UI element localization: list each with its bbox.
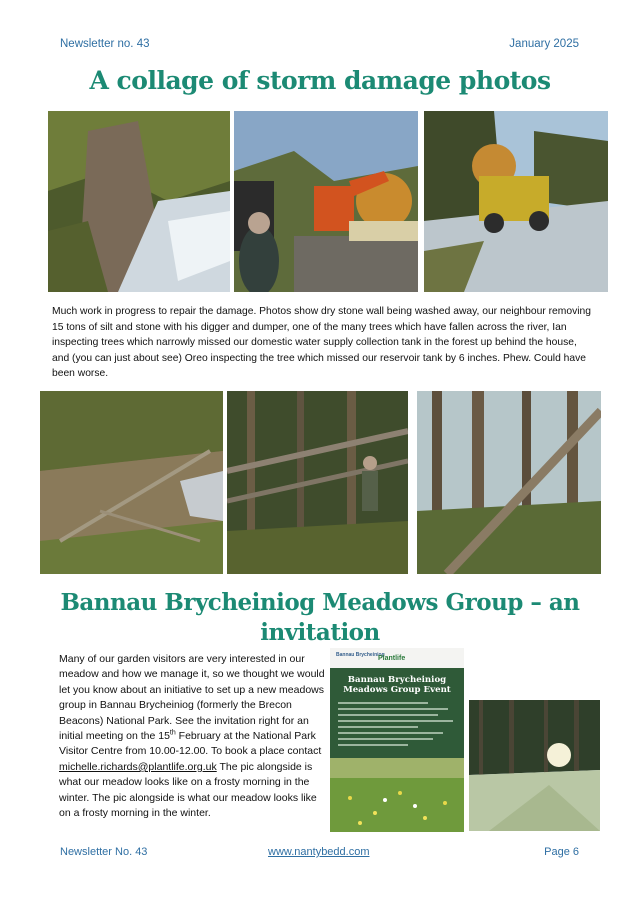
footer-website-link[interactable]: www.nantybedd.com (268, 846, 370, 858)
poster-small-text (338, 702, 458, 750)
poster-title: Bannau Brycheiniog Meadows Group Event (343, 675, 451, 695)
contact-email-link[interactable]: michelle.richards@plantlife.org.uk (59, 760, 217, 773)
poster-logo-bar (330, 648, 464, 668)
meadows-invitation-text (59, 652, 325, 821)
title-line-2: invitation (260, 619, 380, 646)
ordinal-suffix: th (169, 729, 176, 737)
photo-digger-removing-silt (234, 111, 418, 292)
meadows-event-poster (330, 648, 464, 832)
poster-logo-plantlife: Plantlife (378, 655, 406, 662)
header-newsletter-number: Newsletter no. 43 (60, 38, 150, 50)
photo-frosty-meadow (469, 700, 600, 831)
photo-dumper-in-flood (424, 111, 608, 292)
footer-newsletter-number: Newsletter No. 43 (60, 846, 148, 858)
body-part-1: Many of our garden visitors are very interested in our meadow and how we manage it, so we thought we would let you know about an initiative to set up a new meadows group in Bannau Brycheiniog (formerly the Brecon Beacons) National Park. See the invitation right for an initial meeting on the 15 (59, 653, 325, 743)
photo-fallen-tree-across-river (40, 391, 223, 574)
photo-ian-inspecting-trees (227, 391, 408, 574)
body-part-3: The pic alongside is what our meadow looks like on a frosty morning in the winter. The pic alongside is what our meadow looks like on a frosty morning in the winter. (59, 760, 317, 820)
section-title-meadows-group (0, 588, 640, 648)
section-title-collage: A collage of storm damage photos (89, 66, 551, 95)
photo-wall-washed-away (48, 111, 230, 292)
footer-page-number: Page 6 (544, 846, 579, 858)
poster-meadow-photo (330, 758, 464, 832)
title-line-1: Bannau Brycheiniog Meadows Group – an (60, 589, 580, 616)
body-part-2: February at the National Park Visitor Centre from 10.00-12.00. To book a place contact (59, 730, 322, 758)
header-date: January 2025 (509, 38, 579, 50)
photo-oreo-inspecting-tree (417, 391, 601, 574)
storm-damage-description: Much work in progress to repair the damage. Photos show dry stone wall being washed away, our neighbour removing 15 tons of silt and stone with his digger and dumper, one of the many trees which have fallen across the river, Ian inspecting trees which narrowly missed our domestic water supply collection tank in the forest up behind the house, and (you can just about see) Oreo inspecting the tree which missed our reservoir tank by 6 inches. Phew. Could have been worse. (52, 306, 591, 380)
poster-logo-bannau: Bannau Brycheiniog (336, 652, 385, 658)
